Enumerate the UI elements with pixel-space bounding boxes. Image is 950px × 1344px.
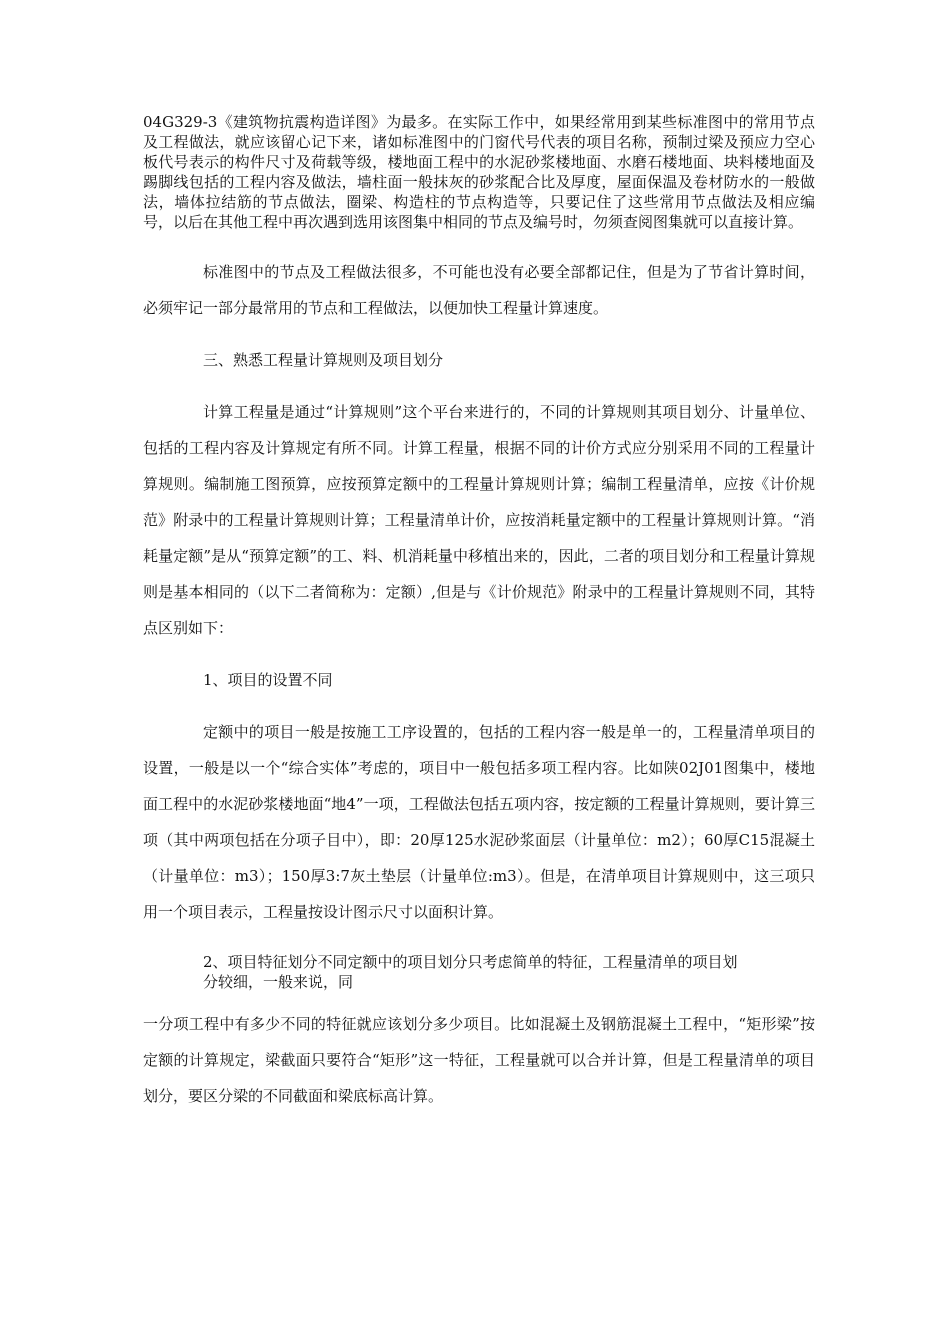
paragraph-item-setting: 定额中的项目一般是按施工工序设置的，包括的工程内容一般是单一的，工程量清单项目的设置，一般是以一个“综合实体”考虑的，项目中一般包括多项工程内容。比如陕02J01图集中，楼地面工程中的水泥砂浆楼地面“地4”一项，工程做法包括五项内容，按定额的工程量计算规则，要计算三项（其中两项包括在分项子目中），即：20厚125水泥砂浆面层（计量单位：m2）；60厚C15混凝土（计量单位：m3）；150厚3:7灰土垫层（计量单位:m3）。但是，在清单项目计算规则中，这三项只用一个项目表示，工程量按设计图示尺寸以面积计算。 (143, 723, 815, 921)
paragraph-standard-drawings: 04G329-3《建筑物抗震构造详图》为最多。在实际工作中，如果经常用到某些标准图中的常用节点及工程做法，就应该留心记下来，诸如标准图中的门窗代号代表的项目名称，预制过梁及预应力空心板代号表示的构件尺寸及荷载等级，楼地面工程中的水泥砂浆楼地面、水磨石楼地面、块料楼地面及踢脚线包括的工程内容及做法，墙柱面一般抹灰的砂浆配合比及厚度，屋面保温及卷材防水的一般做法，墙体拉结筋的节点做法，圈梁、构造柱的节点构造等，只要记住了这些常用节点做法及相应编号，以后在其他工程中再次遇到选用该图集中相同的节点及编号时，勿须查阅图集就可以直接计算。 (143, 113, 815, 231)
subheading-1: 1、项目的设置不同 (203, 671, 333, 689)
subheading-2 (143, 952, 815, 992)
paragraph-calculation-rules: 计算工程量是通过“计算规则”这个平台来进行的，不同的计算规则其项目划分、计量单位、包括的工程内容及计算规定有所不同。计算工程量，根据不同的计价方式应分别采用不同的工程量计算规则。编制施工图预算，应按预算定额中的工程量计算规则计算；编制工程量清单，应按《计价规范》附录中的工程量计算规则计算；工程量清单计价，应按消耗量定额中的工程量计算规则计算。“消耗量定额”是从“预算定额”的工、料、机消耗量中移植出来的，因此，二者的项目划分和工程量计算规则是基本相同的（以下二者简称为：定额）,但是与《计价规范》附录中的工程量计算规则不同，其特点区别如下： (143, 403, 815, 637)
paragraph-feature-division: 一分项工程中有多少不同的特征就应该划分多少项目。比如混凝土及钢筋混凝土工程中，“矩形梁”按定额的计算规定，梁截面只要符合“矩形”这一特征，工程量就可以合并计算，但是工程量清单的项目划分，要区分梁的不同截面和梁底标高计算。 (143, 1015, 815, 1105)
document-page (143, 112, 815, 1129)
subheading-2-line-2: 分较细，一般来说，同 (203, 973, 354, 991)
subheading-2-line-1: 2、项目特征划分不同定额中的项目划分只考虑简单的特征，工程量清单的项目划 (203, 953, 738, 971)
paragraph-memorize-nodes: 标准图中的节点及工程做法很多，不可能也没有必要全部都记住，但是为了节省计算时间，必须牢记一部分最常用的节点和工程做法，以便加快工程量计算速度。 (143, 263, 815, 317)
section-heading-3: 三、熟悉工程量计算规则及项目划分 (203, 351, 444, 369)
